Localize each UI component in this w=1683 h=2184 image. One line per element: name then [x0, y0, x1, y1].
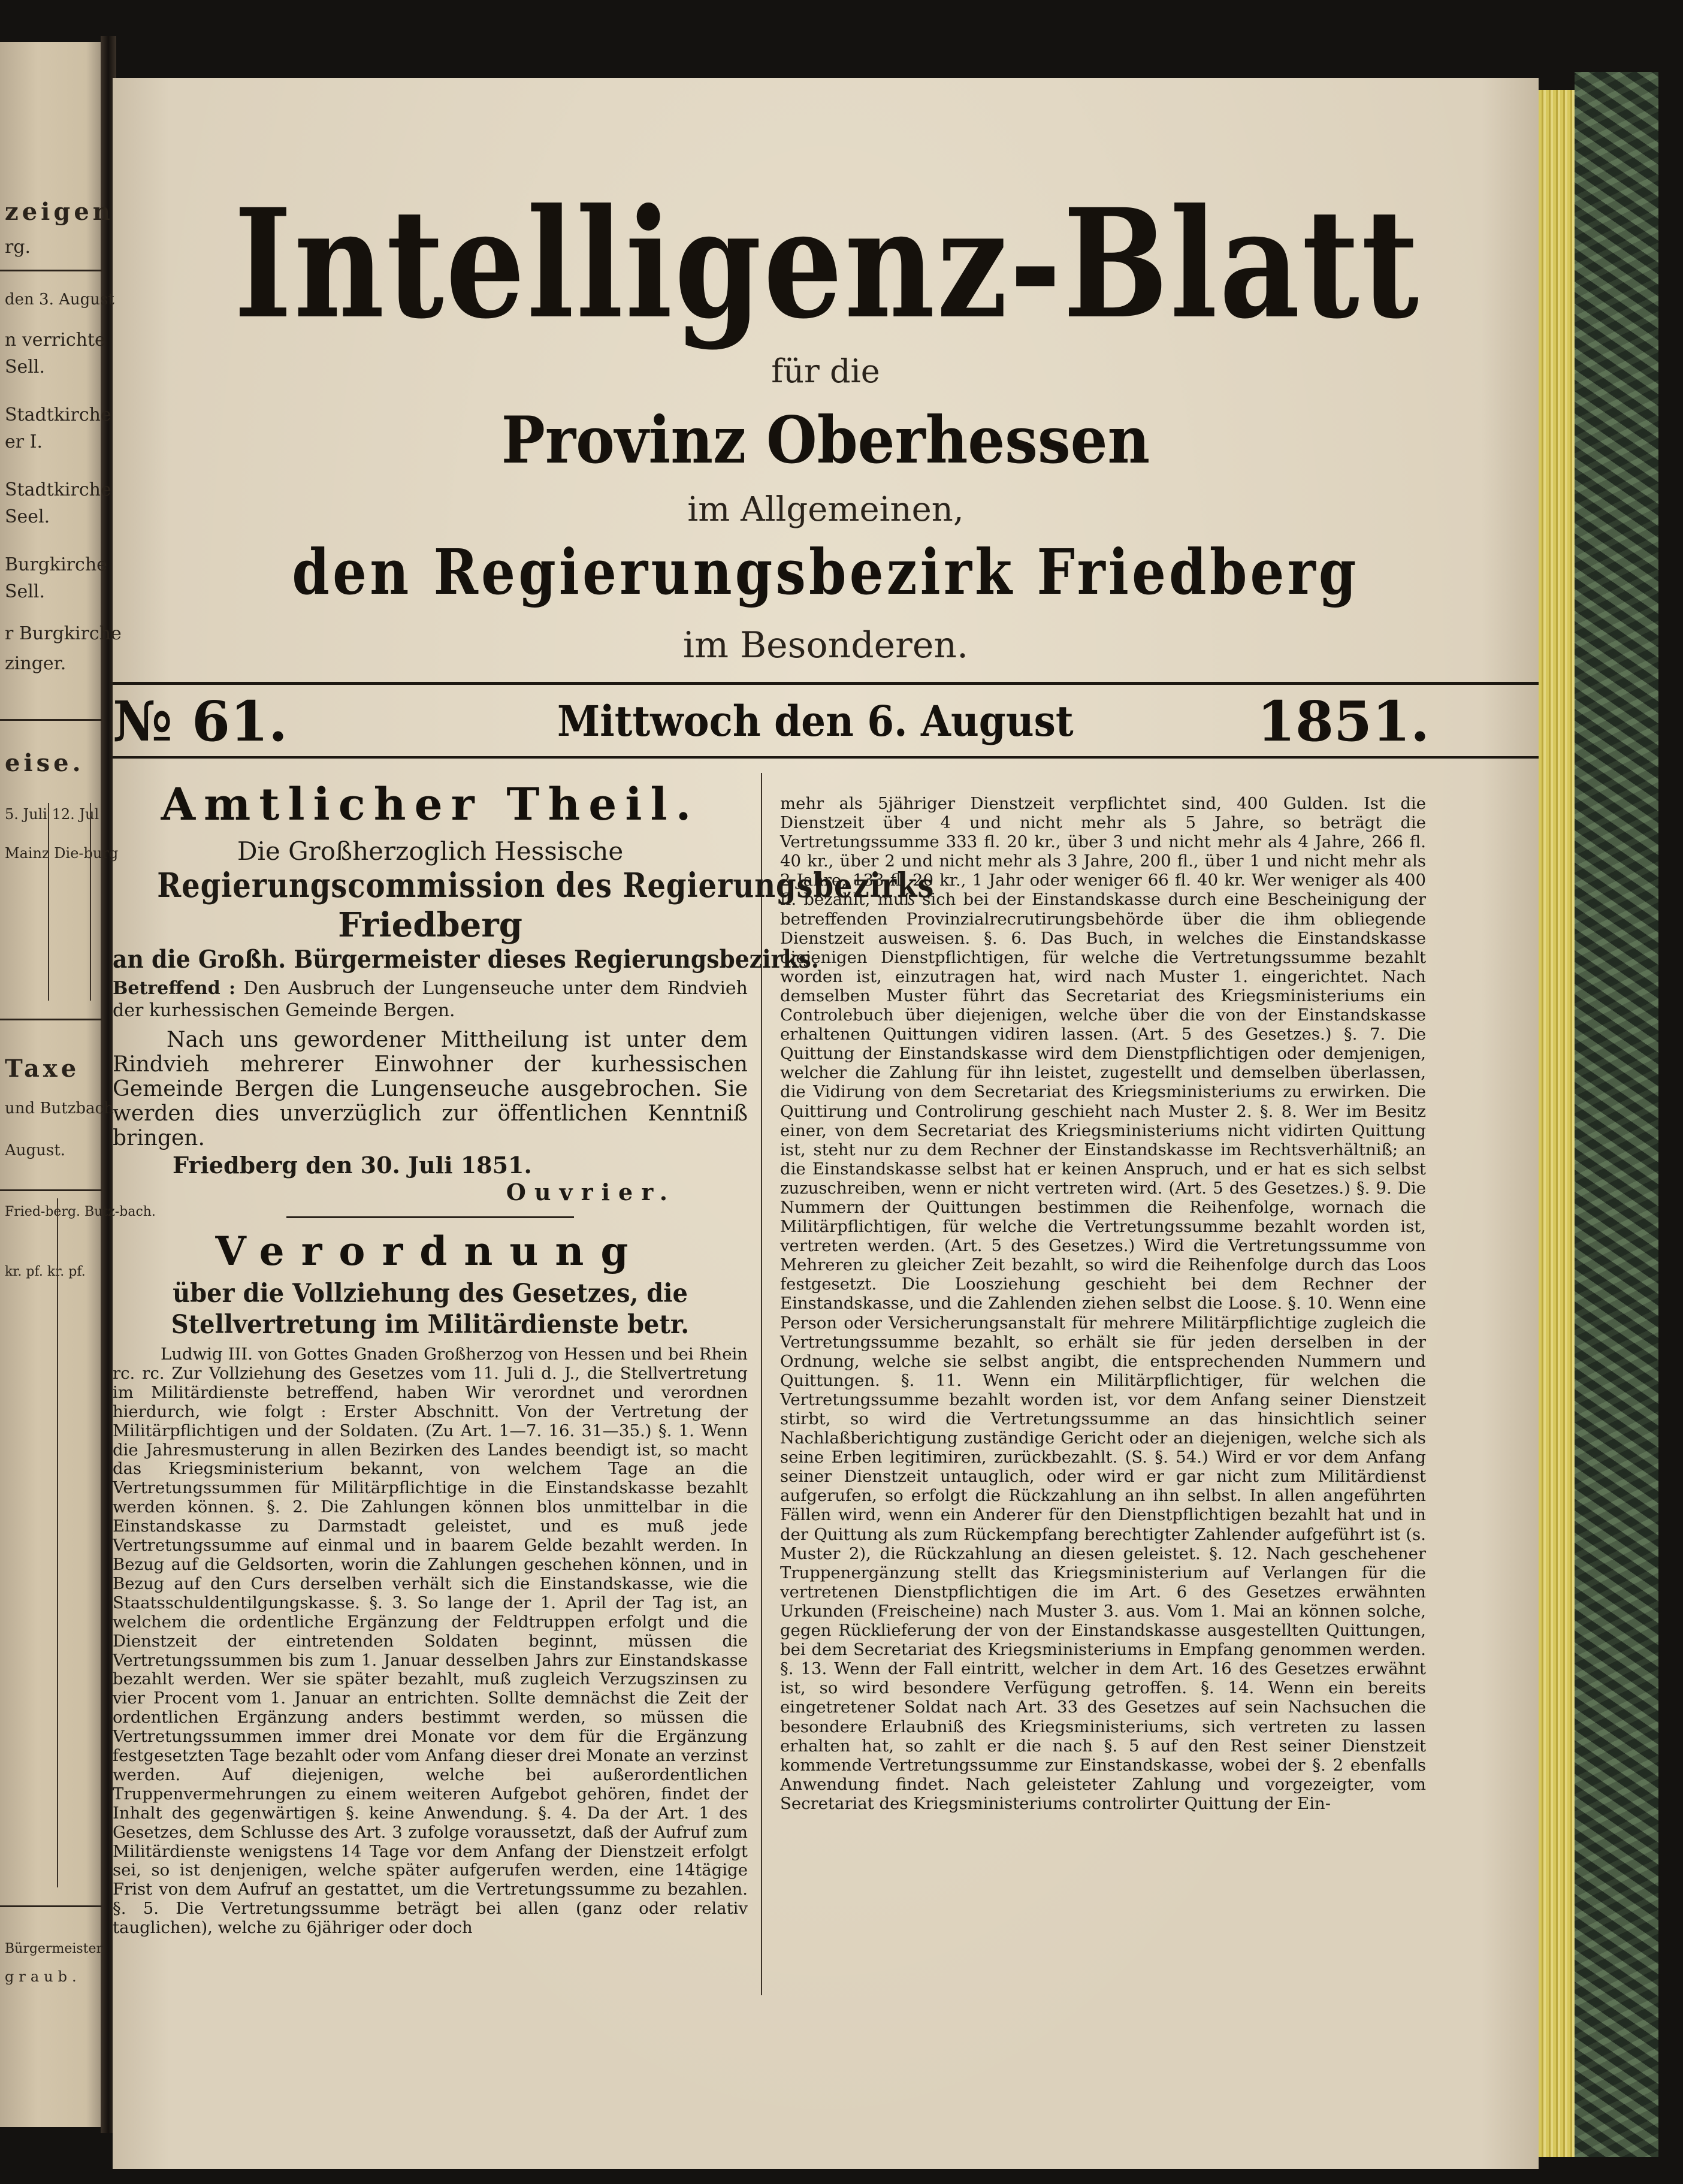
ordinance-continuation: mehr als 5jähriger Dienstzeit verpflichtet sind, 400 Gulden. Ist die Dienstzeit über 4 und nicht mehr als 5 Jahre, so beträgt die Vertretungssumme 333 fl. 20 kr., über 3 und nicht mehr als 4 Jahre, 266 fl. 40 kr., über 2 und nicht mehr als 3 Jahre, 200 fl., über 1 und nicht mehr als 2 Jahre, 133 fl. 20 kr., 1 Jahr oder weniger 66 fl. 40 kr. Wer weniger als 400 fl. bezahlt, muß sich bei der Einstandskasse durch eine Bescheinigung der betreffenden Provinzialrecrutirungsbehörde über die ihm obliegende Dienstzeit ausweisen. §. 6. Das Buch, in welches die Einstandskasse diejenigen Dienstpflichtigen, für welche die Vertretungssumme bezahlt worden ist, einzutragen hat, wird nach Muster 1. eingerichtet. Nach demselben Muster führt das Secretariat des Kriegsministeriums ein Controlebuch über diejenigen, welche über die von der Einstandskasse erhaltenen Quittungen vidiren lassen. (Art. 5 des Gesetzes.) §. 7. Die Quittung der Einstandskasse wird dem Dienstpflichtigen oder demjenigen, welcher die Zahlung für ihn leistet, zugestellt und demselben überlassen, die Vidirung von dem Secretariat des Kriegsministeriums zu erwirken. Die Quittirung und Controlirung geschieht nach Muster 2. §. 8. Wer im Besitz einer, von dem Secretariat des Kriegsministeriums nicht vidirten Quittung ist, steht nur zu dem Rechner der Einstandskasse im Rechtsverhältniß; an die Einstandskasse selbst hat er keinen Anspruch, und er hat es sich selbst zuzuschreiben, wenn er nicht vertreten wird. (Art. 5 des Gesetzes.) §. 9. Die Nummern der Quittungen bestimmen die Reihenfolge, wornach die Militärpflichtigen, für welche die Vertretungssumme bezahlt worden ist, vertreten werden. (Art. 5 des Gesetzes.) Wird die Vertretungssumme von Mehreren zu gleicher Zeit bezahlt, so wird die Reihenfolge durch das Loos festgesetzt. Die Loosziehung geschieht bei dem Rechner der Einstandskasse, und die Zahlenden ziehen selbst die Loose. §. 10. Wenn eine Person oder Versicherungsanstalt für mehrere Militärpflichtige zugleich die Vertretungssumme bezahlt, so erhält sie für jeden derselben in der Ordnung, welche sie selbst angibt, die entsprechenden Nummern und Quittungen. §. 11. Wenn ein Militärpflichtiger, für welchen die Vertretungssumme bezahlt worden ist, vor dem Anfang seiner Dienstzeit stirbt, so wird die Vertretungssumme an das hinsichtlich seiner Nachlaßberichtigung zuständige Gericht oder an diejenigen, welche sich als seine Erben legitimiren, zurückbezahlt. (S. §. 54.) Wird er vor dem Anfang seiner Dienstzeit untauglich, oder wird er gar nicht zum Militärdienst aufgerufen, so erfolgt die Rückzahlung an ihn selbst. In allen angeführten Fällen wird, wenn ein Anderer für den Dienstpflichtigen bezahlt hat und in der Quittung als zum Rückempfang berechtigter Zahlender aufgeführt ist (s. Muster 2), die Rückzahlung an diesen geleistet. §. 12. Nach geschehener Truppenergänzung stellt das Kriegsministerium auf Verlangen für die vertretenen Dienstpflichtigen die im Art. 6 des Gesetzes erwähnten Urkunden (Freischeine) nach Muster 3. aus. Vom 1. Mai an können solche, gegen Rücklieferung der von der Einstandskasse ausgestellten Quittungen, bei dem Secretariat des Kriegsministeriums in Empfang genommen werden. §. 13. Wenn der Fall eintritt, welcher in dem Art. 16 des Gesetzes erwähnt ist, so wird besondere Verfügung getroffen. §. 14. Wenn ein bereits eingetretener Soldat nach Art. 33 des Gesetzes auf sein Nachsuchen die besondere Erlaubniß des Kriegsministeriums, sich vertreten zu lassen erhalten hat, so zahlt er die nach §. 5 auf den Rest seiner Dienstzeit kommende Vertretungssumme zur Einstandskasse, wobei der §. 2 ebenfalls Anwendung findet. Nach geleisteter Zahlung und vorgezeigter, vom Secretariat des Kriegsministeriums controlirter Quittung der Ein-: [780, 794, 1426, 1813]
fragment: er I.: [5, 431, 43, 452]
fragment: n verrichte: [5, 330, 105, 351]
issue-year: 1851.: [1257, 689, 1430, 754]
ordinance-title: Verordnung: [215, 1228, 645, 1274]
fragment: den 3. August: [5, 291, 114, 309]
notice-dateline: Friedberg den 30. Juli 1851.: [173, 1152, 532, 1179]
issue-date: Mittwoch den 6. August: [557, 696, 1074, 746]
fragment: Bürgermeister: [5, 1941, 103, 1956]
fragment: graub.: [5, 1968, 81, 1985]
fragment-rule: [0, 270, 102, 271]
fragment: Mainz Die-burg: [5, 845, 119, 862]
left-column: [113, 779, 935, 1938]
fragment: zeigen: [5, 198, 114, 226]
right-column: [780, 794, 1426, 1813]
fragment-vline: [48, 803, 49, 1001]
fragment-vline: [57, 1198, 58, 1887]
masthead-line-1: für die: [771, 352, 880, 390]
fragment: Sell.: [5, 357, 46, 377]
fragment-rule: [0, 1019, 102, 1020]
notice-signature: Ouvrier.: [506, 1179, 676, 1206]
notice-text: Nach uns gewordener Mittheilung ist unter dem Rindvieh mehrerer Einwohner der kurhessischen Gemeinde Bergen die Lungenseuche ausgebrochen. Sie werden dies unverzüglich zur öffentlichen Kenntniß bringen.: [113, 1028, 748, 1150]
fragment: Sell.: [5, 581, 46, 602]
fragment: Fried-berg. Butz-bach.: [5, 1204, 156, 1219]
subject-label: Betreffend :: [113, 978, 236, 999]
fragment-rule: [0, 719, 102, 721]
ordinance-body-text: Ludwig III. von Gottes Gnaden Großherzog von Hessen und bei Rhein rc. rc. Zur Vollziehung des Gesetzes vom 11. Juli d. J., die Stellvertretung im Militärdienste betreffend, haben Wir verordnet und verordnen hierdurch, wie folgt : Erster Abschnitt. Von der Vertretung der Militärpflichtigen und der Soldaten. (Zu Art. 1—7. 16. 31—35.) §. 1. Wenn die Jahresmusterung in allen Bezirken des Landes beendigt ist, so macht das Kriegsministerium bekannt, von welchem Tage an die Vertretungssummen für Militärpflichtige in die Einstandskasse bezahlt werden können. §. 2. Die Zahlungen können blos unmittelbar in die Einstandskasse zu Darmstadt geleistet, und es muß jede Vertretungssumme auf einmal und in baarem Gelde bezahlt werden. In Bezug auf die Geldsorten, worin die Zahlungen geschehen können, und in Bezug auf den Curs derselben verhält sich die Einstandskasse, wie die Staatsschuldentilgungskasse. §. 3. So lange der 1. April der Tag ist, an welchem die ordentliche Ergänzung der Feldtruppen erfolgt und die Dienstzeit der eintretenden Soldaten beginnt, müssen die Vertretungssummen bis zum 1. Januar desselben Jahrs zur Einstandskasse bezahlt werden. Wer sie später bezahlt, muß zugleich Verzugszinsen zu vier Procent vom 1. Januar an entrichten. Sollte demnächst die Zeit der ordentlichen Ergänzung anders bestimmt werden, so müssen die Vertretungssummen immer drei Monate vor dem für die Ergänzung festgesetzten Tage bezahlt oder vom Anfang dieser drei Monate an verzinst werden. Auf diejenigen, welche bei außerordentlichen Truppenvermehrungen zu einem weiteren Aufgebot gehören, findet der Inhalt des gegenwärtigen §. keine Anwendung. §. 4. Da der Art. 1 des Gesetzes, dem Schlusse des Art. 3 zufolge voraussetzt, daß der Aufruf zum Militärdienste wenigstens 14 Tage vor dem Anfang der Dienstzeit erfolgt sei, so ist denjenigen, welche später aufgerufen werden, eine 14tägige Frist von dem Aufruf an gestattet, um die Vertretungssumme zu bezahlen. §. 5. Die Vertretungssumme beträgt bei allen (ganz oder relativ tauglichen), welche zu 6jähriger oder doch: [113, 1345, 748, 1938]
page-edges: [1539, 90, 1575, 2157]
facing-page: [0, 42, 108, 2127]
recipient-line: an die Großh. Bürgermeister dieses Regierungsbezirks.: [113, 945, 819, 974]
masthead-rule-top: [113, 682, 1539, 685]
fragment: Stadtkirche: [5, 404, 111, 425]
authority-line-1: Die Großherzoglich Hessische: [237, 836, 624, 866]
masthead-rule-bottom: [113, 756, 1539, 759]
fragment: Stadtkirche: [5, 479, 111, 500]
masthead-line-5: im Besonderen.: [682, 624, 969, 666]
authority-line-3: Friedberg: [338, 905, 522, 945]
masthead-line-4: den Regierungsbezirk Friedberg: [292, 535, 1359, 609]
section-separator: [286, 1216, 574, 1218]
authority-line-2: Regierungscommission des Regierungsbezirks: [157, 866, 935, 905]
fragment: r Burgkirche: [5, 623, 122, 644]
fragment-vline: [90, 803, 91, 1001]
masthead-title: Intelligenz-Blatt: [234, 176, 1421, 352]
fragment-rule: [0, 1905, 102, 1907]
fragment: August.: [5, 1141, 65, 1159]
fragment: rg.: [5, 237, 31, 258]
fragment: eise.: [5, 749, 84, 777]
fragment-rule: [0, 1189, 102, 1191]
subject-text: Den Ausbruch der Lungenseuche unter dem Rindvieh der kurhessischen Gemeinde Bergen.: [113, 978, 748, 1021]
fragment: kr. pf. kr. pf.: [5, 1264, 86, 1279]
fragment: 5. Juli 12. Jul: [5, 806, 99, 823]
fragment: Burgkirche: [5, 554, 107, 575]
fragment: Taxe: [5, 1055, 80, 1083]
section-title: Amtlicher Theil.: [161, 779, 700, 830]
fragment: Seel.: [5, 506, 50, 527]
ordinance-body: [113, 1345, 748, 1938]
masthead-line-2: Provinz Oberhessen: [501, 403, 1150, 478]
ordinance-subtitle: über die Vollziehung des Gesetzes, die Stellvertretung im Militärdienste betr.: [171, 1279, 690, 1340]
issue-number: № 61.: [113, 689, 288, 754]
marbled-cover: [1575, 72, 1658, 2157]
fragment: zinger.: [5, 653, 67, 674]
subject-line: [113, 977, 748, 1022]
fragment: und Butzbach: [5, 1099, 114, 1117]
masthead-line-3: im Allgemeinen,: [687, 490, 964, 529]
